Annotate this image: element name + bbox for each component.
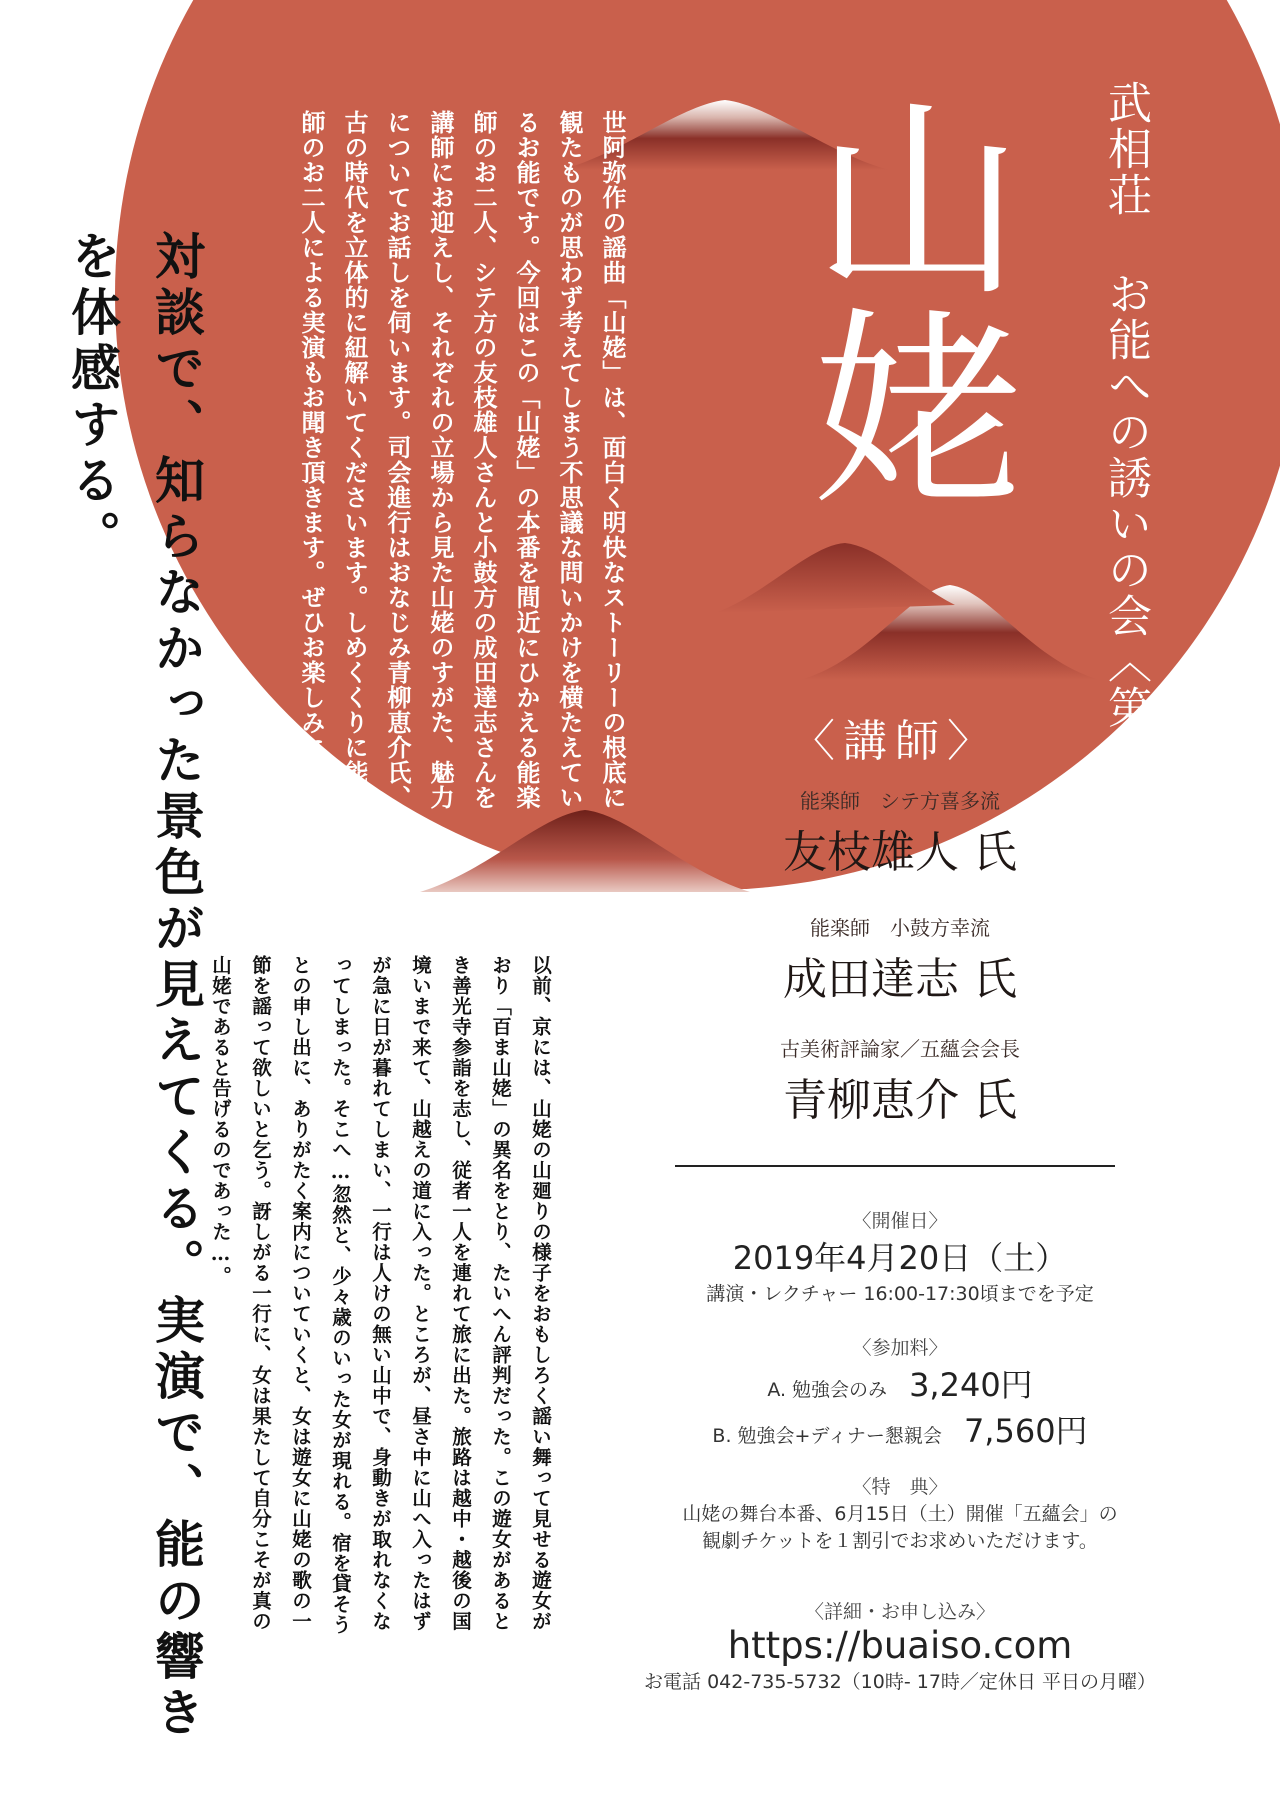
main-title: 山姥 <box>778 90 1023 510</box>
fee-name: A. 勉強会のみ <box>767 1379 888 1401</box>
lecturer-3 <box>700 1033 1100 1128</box>
lecturer-heading: 〈講師〉 <box>791 716 999 767</box>
fee-label: 〈参加料〉 <box>852 1337 948 1359</box>
lecturer-role: 能楽師 小鼓方幸流 <box>810 916 990 940</box>
event-date-section <box>620 1206 1180 1306</box>
event-date-label: 〈開催日〉 <box>852 1210 948 1232</box>
lecturer-name: 成田達志 氏 <box>783 954 1017 1005</box>
divider <box>675 1165 1115 1167</box>
benefit-line: 観劇チケットを１割引でお求めいただけます。 <box>702 1530 1098 1552</box>
lecturer-role: 能楽師 シテ方喜多流 <box>800 789 1000 813</box>
fee-price: 7,560円 <box>963 1412 1088 1450</box>
benefit-line: 山姥の舞台本番、6月15日（土）開催「五蘊会」の <box>682 1503 1118 1525</box>
fee-section <box>620 1333 1180 1452</box>
benefit-label: 〈特 典〉 <box>852 1476 948 1498</box>
intro-paragraph: 世阿弥作の謡曲「山姥」は、面白く明快なストーリーの根底に観たものが思わず考えてしまう不思議な問いかけを横たえているお能です。今回はこの「山姥」の本番を間近にひかえる能楽師のお二人、シテ方の友枝雄人さんと小鼓方の成田達志さんを講師にお迎えし、それぞれの立場から見た山姥のすがた、魅力についてお話しを伺います。司会進行はおなじみ青柳恵介氏、古の時代を立体的に紐解いてくださいます。しめくくりに能楽師のお二人による実演もお聞き頂きます。ぜひお楽しみに！ <box>297 110 627 810</box>
story-paragraph: 以前、京には、山姥の山廻りの様子をおもしろく謡い舞って見せる遊女がおり「百ま山姥」の異名をとり、たいへん評判だった。この遊女があるとき善光寺参詣を志し、従者一人を連れて旅に出た。旅路は越中・越後の国境いまで来て、山越えの道に入った。ところが、昼さ中に山へ入ったはずが急に日が暮れてしまい、一行は人けの無い山中で、身動きが取れなくなってしまった。そこへ…忽然と、少々歳のいった女が現れる。宿を貸そうとの申し出に、ありがたく案内についていくと、女は遊女に山姥の歌の一節を謡って欲しいと乞う。訝しがる一行に、女は果たして自分こそが真の山姥であると告げるのであった…。 <box>209 955 552 1635</box>
event-time-note: 講演・レクチャー 16:00-17:30頃までを予定 <box>706 1283 1094 1305</box>
fee-name: B. 勉強会+ディナー懇親会 <box>712 1425 942 1447</box>
lecturer-name: 友枝雄人 氏 <box>783 827 1017 878</box>
lecturer-2 <box>700 912 1100 1007</box>
lecturer-1 <box>700 785 1100 880</box>
mountain-decoration-middle <box>715 535 955 615</box>
fee-row-b <box>620 1406 1180 1452</box>
fee-price: 3,240円 <box>909 1366 1033 1404</box>
lecturer-role: 古美術評論家／五蘊会会長 <box>780 1037 1020 1061</box>
phone-info: お電話 042-735-5732（10時- 17時／定休日 平日の月曜） <box>644 1671 1156 1693</box>
event-date: 2019年4月20日（土） <box>732 1239 1068 1277</box>
contact-section <box>620 1597 1180 1694</box>
contact-label: 〈詳細・お申し込み〉 <box>804 1601 995 1623</box>
benefit-section <box>620 1472 1180 1553</box>
catchphrase: 対談で、知らなかった景色が見えてくる。実演で、能の響きを体感する。 <box>63 230 206 1742</box>
lecturer-name: 青柳恵介 氏 <box>783 1075 1017 1126</box>
website-link[interactable]: https://buaiso.com <box>727 1624 1073 1667</box>
series-title: 武相荘 お能への誘いの会〈第八回〉 <box>1100 80 1151 869</box>
fee-row-a <box>620 1360 1180 1406</box>
